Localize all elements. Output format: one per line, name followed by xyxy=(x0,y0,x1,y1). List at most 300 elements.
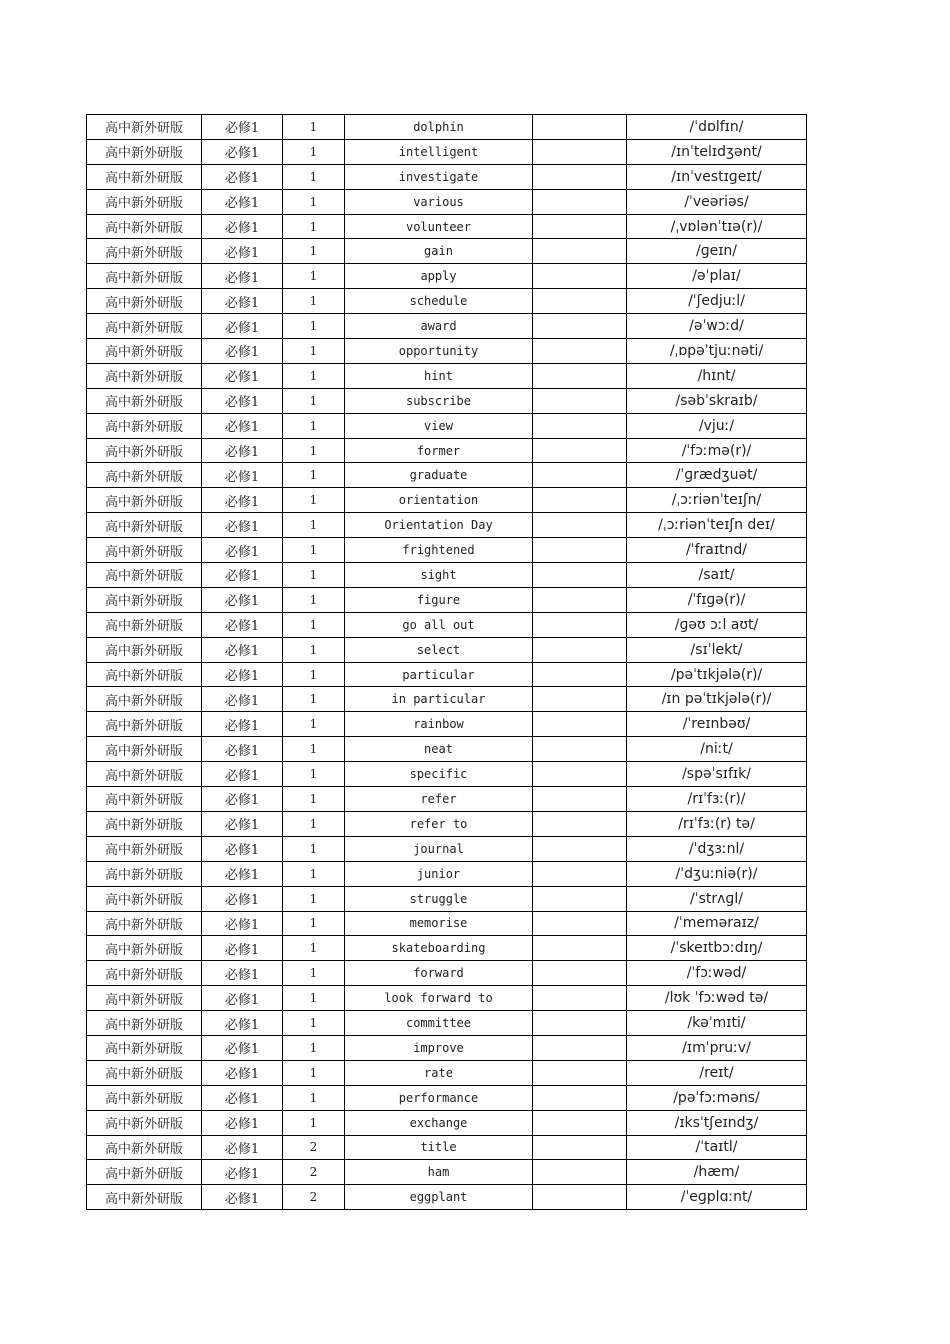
phonetic-cell: /reɪt/ xyxy=(627,1060,807,1085)
unit-cell: 1 xyxy=(283,1110,345,1135)
meaning-cell xyxy=(533,787,627,812)
phonetic-cell: /ˈfɔːmə(r)/ xyxy=(627,438,807,463)
textbook-cell: 高中新外研版 xyxy=(87,886,202,911)
textbook-cell: 高中新外研版 xyxy=(87,762,202,787)
textbook-cell: 高中新外研版 xyxy=(87,289,202,314)
unit-cell: 1 xyxy=(283,189,345,214)
word-cell: select xyxy=(345,637,533,662)
meaning-cell xyxy=(533,139,627,164)
table-row xyxy=(87,164,807,189)
phonetic-cell: /əˈplaɪ/ xyxy=(627,264,807,289)
unit-cell: 1 xyxy=(283,164,345,189)
unit-cell: 1 xyxy=(283,737,345,762)
table-row xyxy=(87,986,807,1011)
module-cell: 必修1 xyxy=(202,115,283,140)
textbook-cell: 高中新外研版 xyxy=(87,936,202,961)
meaning-cell xyxy=(533,339,627,364)
phonetic-cell: /ˈdʒɜːnl/ xyxy=(627,836,807,861)
table-row xyxy=(87,836,807,861)
unit-cell: 1 xyxy=(283,587,345,612)
meaning-cell xyxy=(533,587,627,612)
word-cell: former xyxy=(345,438,533,463)
table-row xyxy=(87,961,807,986)
phonetic-cell: /spəˈsɪfɪk/ xyxy=(627,762,807,787)
table-row xyxy=(87,139,807,164)
word-cell: volunteer xyxy=(345,214,533,239)
meaning-cell xyxy=(533,1110,627,1135)
table-row xyxy=(87,762,807,787)
unit-cell: 1 xyxy=(283,712,345,737)
table-row xyxy=(87,737,807,762)
meaning-cell xyxy=(533,289,627,314)
unit-cell: 1 xyxy=(283,1011,345,1036)
module-cell: 必修1 xyxy=(202,587,283,612)
unit-cell: 1 xyxy=(283,811,345,836)
module-cell: 必修1 xyxy=(202,214,283,239)
unit-cell: 2 xyxy=(283,1135,345,1160)
module-cell: 必修1 xyxy=(202,687,283,712)
phonetic-cell: /kəˈmɪti/ xyxy=(627,1011,807,1036)
module-cell: 必修1 xyxy=(202,488,283,513)
word-cell: intelligent xyxy=(345,139,533,164)
meaning-cell xyxy=(533,413,627,438)
module-cell: 必修1 xyxy=(202,936,283,961)
meaning-cell xyxy=(533,861,627,886)
textbook-cell: 高中新外研版 xyxy=(87,1160,202,1185)
textbook-cell: 高中新外研版 xyxy=(87,1110,202,1135)
meaning-cell xyxy=(533,712,627,737)
word-cell: rainbow xyxy=(345,712,533,737)
table-row xyxy=(87,687,807,712)
phonetic-cell: /ˈeɡplɑːnt/ xyxy=(627,1185,807,1210)
table-row xyxy=(87,563,807,588)
meaning-cell xyxy=(533,1035,627,1060)
table-row xyxy=(87,513,807,538)
textbook-cell: 高中新外研版 xyxy=(87,214,202,239)
table-row xyxy=(87,861,807,886)
textbook-cell: 高中新外研版 xyxy=(87,712,202,737)
unit-cell: 1 xyxy=(283,289,345,314)
table-row xyxy=(87,388,807,413)
word-cell: award xyxy=(345,314,533,339)
unit-cell: 1 xyxy=(283,339,345,364)
meaning-cell xyxy=(533,264,627,289)
word-cell: committee xyxy=(345,1011,533,1036)
textbook-cell: 高中新外研版 xyxy=(87,139,202,164)
word-cell: struggle xyxy=(345,886,533,911)
phonetic-cell: /səbˈskraɪb/ xyxy=(627,388,807,413)
unit-cell: 1 xyxy=(283,1060,345,1085)
unit-cell: 1 xyxy=(283,513,345,538)
module-cell: 必修1 xyxy=(202,189,283,214)
unit-cell: 1 xyxy=(283,314,345,339)
module-cell: 必修1 xyxy=(202,239,283,264)
unit-cell: 1 xyxy=(283,538,345,563)
table-row xyxy=(87,339,807,364)
table-row xyxy=(87,1185,807,1210)
textbook-cell: 高中新外研版 xyxy=(87,787,202,812)
word-cell: skateboarding xyxy=(345,936,533,961)
phonetic-cell: /ɪksˈtʃeɪndʒ/ xyxy=(627,1110,807,1135)
phonetic-cell: /ɪnˈtelɪdʒənt/ xyxy=(627,139,807,164)
table-row xyxy=(87,1110,807,1135)
word-cell: performance xyxy=(345,1085,533,1110)
table-row xyxy=(87,214,807,239)
meaning-cell xyxy=(533,936,627,961)
phonetic-cell: /ɪnˈvestɪɡeɪt/ xyxy=(627,164,807,189)
meaning-cell xyxy=(533,115,627,140)
module-cell: 必修1 xyxy=(202,637,283,662)
table-row xyxy=(87,662,807,687)
meaning-cell xyxy=(533,214,627,239)
word-cell: subscribe xyxy=(345,388,533,413)
word-cell: graduate xyxy=(345,463,533,488)
textbook-cell: 高中新外研版 xyxy=(87,239,202,264)
textbook-cell: 高中新外研版 xyxy=(87,189,202,214)
table-row xyxy=(87,712,807,737)
table-row xyxy=(87,637,807,662)
word-cell: orientation xyxy=(345,488,533,513)
meaning-cell xyxy=(533,463,627,488)
meaning-cell xyxy=(533,1135,627,1160)
phonetic-cell: /əˈwɔːd/ xyxy=(627,314,807,339)
unit-cell: 1 xyxy=(283,762,345,787)
table-row xyxy=(87,1060,807,1085)
module-cell: 必修1 xyxy=(202,986,283,1011)
word-cell: dolphin xyxy=(345,115,533,140)
word-cell: Orientation Day xyxy=(345,513,533,538)
table-row xyxy=(87,314,807,339)
table-row xyxy=(87,463,807,488)
phonetic-cell: /lʊk ˈfɔːwəd tə/ xyxy=(627,986,807,1011)
textbook-cell: 高中新外研版 xyxy=(87,662,202,687)
unit-cell: 1 xyxy=(283,687,345,712)
word-cell: opportunity xyxy=(345,339,533,364)
unit-cell: 1 xyxy=(283,787,345,812)
textbook-cell: 高中新外研版 xyxy=(87,1011,202,1036)
unit-cell: 1 xyxy=(283,264,345,289)
textbook-cell: 高中新外研版 xyxy=(87,413,202,438)
meaning-cell xyxy=(533,239,627,264)
word-cell: schedule xyxy=(345,289,533,314)
word-cell: frightened xyxy=(345,538,533,563)
table-row xyxy=(87,488,807,513)
table-row xyxy=(87,587,807,612)
phonetic-cell: /ˌɒpəˈtjuːnəti/ xyxy=(627,339,807,364)
phonetic-cell: /ˈmeməraɪz/ xyxy=(627,911,807,936)
word-cell: title xyxy=(345,1135,533,1160)
meaning-cell xyxy=(533,388,627,413)
module-cell: 必修1 xyxy=(202,961,283,986)
unit-cell: 1 xyxy=(283,388,345,413)
textbook-cell: 高中新外研版 xyxy=(87,836,202,861)
module-cell: 必修1 xyxy=(202,911,283,936)
textbook-cell: 高中新外研版 xyxy=(87,961,202,986)
phonetic-cell: /ˈtaɪtl/ xyxy=(627,1135,807,1160)
phonetic-cell: /ˈfɪɡə(r)/ xyxy=(627,587,807,612)
module-cell: 必修1 xyxy=(202,164,283,189)
unit-cell: 1 xyxy=(283,1085,345,1110)
textbook-cell: 高中新外研版 xyxy=(87,861,202,886)
unit-cell: 2 xyxy=(283,1185,345,1210)
unit-cell: 1 xyxy=(283,861,345,886)
table-row xyxy=(87,1085,807,1110)
meaning-cell xyxy=(533,1160,627,1185)
textbook-cell: 高中新外研版 xyxy=(87,438,202,463)
meaning-cell xyxy=(533,538,627,563)
table-row xyxy=(87,363,807,388)
module-cell: 必修1 xyxy=(202,538,283,563)
module-cell: 必修1 xyxy=(202,339,283,364)
word-cell: in particular xyxy=(345,687,533,712)
phonetic-cell: /ˌɔːriənˈteɪʃn deɪ/ xyxy=(627,513,807,538)
textbook-cell: 高中新外研版 xyxy=(87,264,202,289)
module-cell: 必修1 xyxy=(202,563,283,588)
textbook-cell: 高中新外研版 xyxy=(87,1060,202,1085)
word-cell: go all out xyxy=(345,612,533,637)
meaning-cell xyxy=(533,563,627,588)
word-cell: forward xyxy=(345,961,533,986)
unit-cell: 1 xyxy=(283,115,345,140)
module-cell: 必修1 xyxy=(202,737,283,762)
module-cell: 必修1 xyxy=(202,836,283,861)
unit-cell: 1 xyxy=(283,1035,345,1060)
table-row xyxy=(87,811,807,836)
table-row xyxy=(87,538,807,563)
module-cell: 必修1 xyxy=(202,861,283,886)
module-cell: 必修1 xyxy=(202,264,283,289)
meaning-cell xyxy=(533,737,627,762)
textbook-cell: 高中新外研版 xyxy=(87,538,202,563)
meaning-cell xyxy=(533,811,627,836)
unit-cell: 1 xyxy=(283,239,345,264)
phonetic-cell: /ˈfɔːwəd/ xyxy=(627,961,807,986)
meaning-cell xyxy=(533,314,627,339)
unit-cell: 1 xyxy=(283,986,345,1011)
table-row xyxy=(87,1035,807,1060)
meaning-cell xyxy=(533,836,627,861)
word-cell: various xyxy=(345,189,533,214)
meaning-cell xyxy=(533,513,627,538)
unit-cell: 1 xyxy=(283,463,345,488)
textbook-cell: 高中新外研版 xyxy=(87,563,202,588)
meaning-cell xyxy=(533,886,627,911)
textbook-cell: 高中新外研版 xyxy=(87,339,202,364)
word-cell: hint xyxy=(345,363,533,388)
vocabulary-table xyxy=(86,114,807,1210)
meaning-cell xyxy=(533,363,627,388)
word-cell: junior xyxy=(345,861,533,886)
table-row xyxy=(87,1160,807,1185)
word-cell: particular xyxy=(345,662,533,687)
word-cell: look forward to xyxy=(345,986,533,1011)
module-cell: 必修1 xyxy=(202,662,283,687)
textbook-cell: 高中新外研版 xyxy=(87,488,202,513)
word-cell: improve xyxy=(345,1035,533,1060)
unit-cell: 1 xyxy=(283,363,345,388)
phonetic-cell: /ˈskeɪtbɔːdɪŋ/ xyxy=(627,936,807,961)
module-cell: 必修1 xyxy=(202,712,283,737)
word-cell: ham xyxy=(345,1160,533,1185)
unit-cell: 1 xyxy=(283,214,345,239)
meaning-cell xyxy=(533,438,627,463)
module-cell: 必修1 xyxy=(202,1060,283,1085)
phonetic-cell: /niːt/ xyxy=(627,737,807,762)
module-cell: 必修1 xyxy=(202,463,283,488)
phonetic-cell: /ˈdɒlfɪn/ xyxy=(627,115,807,140)
word-cell: apply xyxy=(345,264,533,289)
textbook-cell: 高中新外研版 xyxy=(87,687,202,712)
phonetic-cell: /ˌvɒlənˈtɪə(r)/ xyxy=(627,214,807,239)
textbook-cell: 高中新外研版 xyxy=(87,612,202,637)
phonetic-cell: /ˈʃedjuːl/ xyxy=(627,289,807,314)
word-cell: journal xyxy=(345,836,533,861)
unit-cell: 1 xyxy=(283,662,345,687)
phonetic-cell: /ˈstrʌɡl/ xyxy=(627,886,807,911)
meaning-cell xyxy=(533,961,627,986)
phonetic-cell: /ɡəʊ ɔːl aʊt/ xyxy=(627,612,807,637)
textbook-cell: 高中新外研版 xyxy=(87,363,202,388)
word-cell: refer xyxy=(345,787,533,812)
textbook-cell: 高中新外研版 xyxy=(87,911,202,936)
word-cell: refer to xyxy=(345,811,533,836)
phonetic-cell: /ˈreɪnbəʊ/ xyxy=(627,712,807,737)
meaning-cell xyxy=(533,1085,627,1110)
textbook-cell: 高中新外研版 xyxy=(87,1185,202,1210)
textbook-cell: 高中新外研版 xyxy=(87,637,202,662)
word-cell: rate xyxy=(345,1060,533,1085)
phonetic-cell: /ˈfraɪtnd/ xyxy=(627,538,807,563)
phonetic-cell: /ˈdʒuːniə(r)/ xyxy=(627,861,807,886)
meaning-cell xyxy=(533,687,627,712)
module-cell: 必修1 xyxy=(202,388,283,413)
phonetic-cell: /rɪˈfɜː(r)/ xyxy=(627,787,807,812)
phonetic-cell: /hæm/ xyxy=(627,1160,807,1185)
module-cell: 必修1 xyxy=(202,886,283,911)
word-cell: investigate xyxy=(345,164,533,189)
module-cell: 必修1 xyxy=(202,1085,283,1110)
phonetic-cell: /ɪn pəˈtɪkjələ(r)/ xyxy=(627,687,807,712)
textbook-cell: 高中新外研版 xyxy=(87,1085,202,1110)
phonetic-cell: /rɪˈfɜː(r) tə/ xyxy=(627,811,807,836)
unit-cell: 1 xyxy=(283,836,345,861)
word-cell: specific xyxy=(345,762,533,787)
textbook-cell: 高中新外研版 xyxy=(87,314,202,339)
module-cell: 必修1 xyxy=(202,1135,283,1160)
textbook-cell: 高中新外研版 xyxy=(87,1135,202,1160)
unit-cell: 1 xyxy=(283,438,345,463)
meaning-cell xyxy=(533,488,627,513)
table-row xyxy=(87,936,807,961)
module-cell: 必修1 xyxy=(202,612,283,637)
table-row xyxy=(87,189,807,214)
module-cell: 必修1 xyxy=(202,314,283,339)
module-cell: 必修1 xyxy=(202,1160,283,1185)
table-row xyxy=(87,264,807,289)
module-cell: 必修1 xyxy=(202,413,283,438)
textbook-cell: 高中新外研版 xyxy=(87,463,202,488)
textbook-cell: 高中新外研版 xyxy=(87,115,202,140)
meaning-cell xyxy=(533,1185,627,1210)
word-cell: eggplant xyxy=(345,1185,533,1210)
unit-cell: 1 xyxy=(283,488,345,513)
phonetic-cell: /sɪˈlekt/ xyxy=(627,637,807,662)
textbook-cell: 高中新外研版 xyxy=(87,737,202,762)
unit-cell: 1 xyxy=(283,886,345,911)
word-cell: view xyxy=(345,413,533,438)
phonetic-cell: /pəˈfɔːməns/ xyxy=(627,1085,807,1110)
unit-cell: 2 xyxy=(283,1160,345,1185)
phonetic-cell: /hɪnt/ xyxy=(627,363,807,388)
unit-cell: 1 xyxy=(283,637,345,662)
word-cell: sight xyxy=(345,563,533,588)
unit-cell: 1 xyxy=(283,911,345,936)
textbook-cell: 高中新外研版 xyxy=(87,388,202,413)
word-cell: gain xyxy=(345,239,533,264)
phonetic-cell: /pəˈtɪkjələ(r)/ xyxy=(627,662,807,687)
table-row xyxy=(87,413,807,438)
module-cell: 必修1 xyxy=(202,513,283,538)
module-cell: 必修1 xyxy=(202,1035,283,1060)
word-cell: memorise xyxy=(345,911,533,936)
phonetic-cell: /saɪt/ xyxy=(627,563,807,588)
table-row xyxy=(87,612,807,637)
phonetic-cell: /ɪmˈpruːv/ xyxy=(627,1035,807,1060)
meaning-cell xyxy=(533,164,627,189)
unit-cell: 1 xyxy=(283,612,345,637)
textbook-cell: 高中新外研版 xyxy=(87,1035,202,1060)
table-row xyxy=(87,289,807,314)
textbook-cell: 高中新外研版 xyxy=(87,811,202,836)
textbook-cell: 高中新外研版 xyxy=(87,164,202,189)
meaning-cell xyxy=(533,986,627,1011)
unit-cell: 1 xyxy=(283,139,345,164)
unit-cell: 1 xyxy=(283,936,345,961)
table-row xyxy=(87,438,807,463)
meaning-cell xyxy=(533,637,627,662)
module-cell: 必修1 xyxy=(202,811,283,836)
word-cell: figure xyxy=(345,587,533,612)
table-row xyxy=(87,911,807,936)
table-row xyxy=(87,239,807,264)
textbook-cell: 高中新外研版 xyxy=(87,513,202,538)
meaning-cell xyxy=(533,911,627,936)
module-cell: 必修1 xyxy=(202,1011,283,1036)
unit-cell: 1 xyxy=(283,563,345,588)
meaning-cell xyxy=(533,1011,627,1036)
vocabulary-table-body xyxy=(87,115,807,1210)
phonetic-cell: /ˈveəriəs/ xyxy=(627,189,807,214)
module-cell: 必修1 xyxy=(202,363,283,388)
meaning-cell xyxy=(533,762,627,787)
textbook-cell: 高中新外研版 xyxy=(87,986,202,1011)
module-cell: 必修1 xyxy=(202,438,283,463)
module-cell: 必修1 xyxy=(202,1110,283,1135)
module-cell: 必修1 xyxy=(202,139,283,164)
phonetic-cell: /ˈɡrædʒuət/ xyxy=(627,463,807,488)
unit-cell: 1 xyxy=(283,413,345,438)
table-row xyxy=(87,1011,807,1036)
module-cell: 必修1 xyxy=(202,289,283,314)
module-cell: 必修1 xyxy=(202,762,283,787)
table-row xyxy=(87,115,807,140)
meaning-cell xyxy=(533,189,627,214)
module-cell: 必修1 xyxy=(202,787,283,812)
table-row xyxy=(87,886,807,911)
unit-cell: 1 xyxy=(283,961,345,986)
word-cell: exchange xyxy=(345,1110,533,1135)
phonetic-cell: /vjuː/ xyxy=(627,413,807,438)
